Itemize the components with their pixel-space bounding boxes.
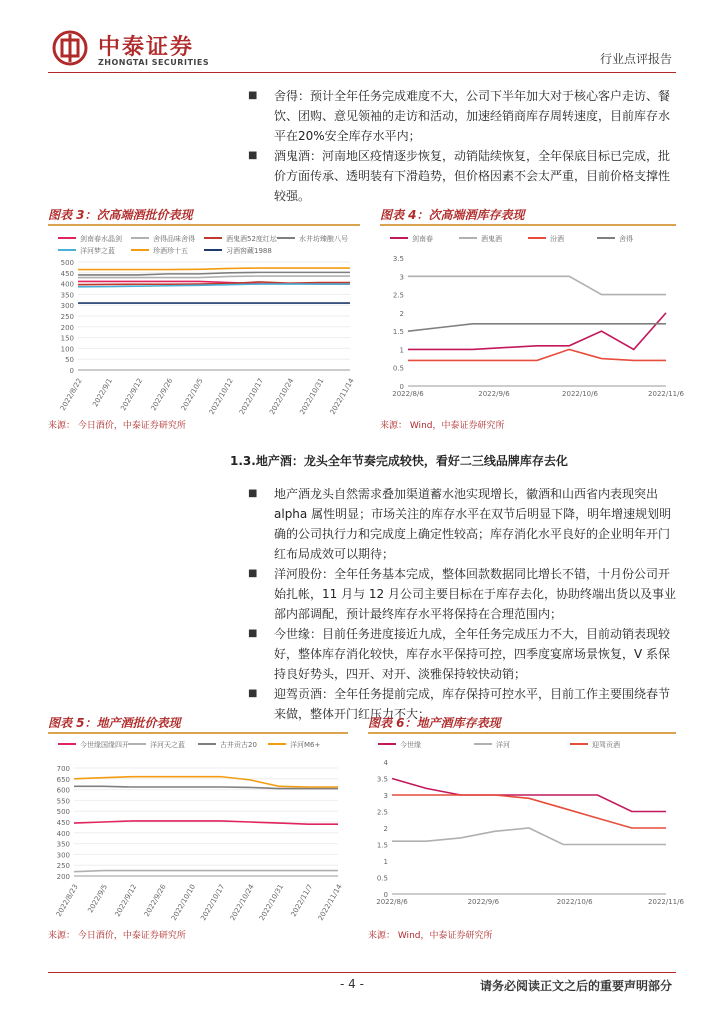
series-line	[408, 276, 666, 294]
x-tick-label: 2022/10/17	[199, 883, 227, 922]
legend-label: 剑南春	[412, 235, 433, 243]
y-tick-label: 2	[399, 309, 404, 318]
y-tick-label: 300	[60, 302, 74, 311]
legend-label: 酒鬼酒	[481, 235, 502, 243]
y-tick-label: 50	[65, 356, 74, 365]
x-tick-label: 2022/9/6	[467, 898, 500, 906]
y-tick-label: 1.5	[392, 328, 404, 337]
y-tick-label: 100	[60, 345, 74, 354]
y-tick-label: 200	[60, 323, 74, 332]
x-tick-label: 2022/11/6	[648, 898, 684, 906]
series-line	[408, 349, 666, 360]
y-tick-label: 550	[56, 797, 70, 806]
y-tick-label: 250	[60, 313, 74, 321]
y-tick-label: 0.5	[376, 874, 388, 883]
y-tick-label: 350	[56, 840, 70, 849]
x-tick-label: 2022/8/22	[58, 377, 84, 413]
y-tick-label: 4	[383, 759, 388, 767]
chart6-svg	[368, 734, 684, 920]
x-tick-label: 2022/10/12	[207, 377, 235, 416]
y-tick-label: 1.5	[376, 841, 388, 850]
chart3-svg	[48, 228, 360, 416]
footer-divider	[48, 972, 676, 973]
legend-label: 珍酒珍十五	[153, 247, 188, 255]
y-tick-label: 1	[383, 858, 388, 866]
legend-label: 酒鬼酒52度红坛	[226, 235, 277, 243]
chart3-title-bar	[48, 204, 360, 226]
chart4-title: 图表 4：次高端酒库存表现	[380, 208, 525, 222]
x-tick-label: 2022/10/31	[298, 377, 326, 416]
bullet-list-mid	[248, 484, 678, 724]
x-tick-label: 2022/11/14	[328, 377, 356, 416]
legend-label: 今世缘国缘四开	[80, 741, 129, 749]
legend-label: 剑南春水晶剑	[80, 235, 122, 243]
y-tick-label: 0	[399, 383, 404, 391]
series-line	[74, 821, 338, 824]
x-tick-label: 2022/9/12	[113, 883, 139, 919]
bullet-item: ■ 酒鬼酒：河南地区疫情逐步恢复，动销陆续恢复，全年保底目标已完成，批价方面传承、透明装有下滑趋势，但价格因素不会太严重，目前价格支撑性较强。	[248, 146, 678, 206]
legend-label: 今世缘	[400, 741, 421, 749]
y-tick-label: 3.5	[376, 775, 388, 784]
series-line	[78, 268, 350, 270]
x-tick-label: 2022/10/24	[228, 883, 256, 922]
x-tick-label: 2022/9/12	[119, 377, 145, 413]
x-tick-label: 2022/9/6	[478, 390, 510, 398]
y-tick-label: 3	[383, 792, 388, 800]
x-tick-label: 2022/8/6	[376, 898, 408, 906]
legend-label: 洋河M6+	[290, 741, 321, 749]
x-tick-label: 2022/9/5	[86, 883, 110, 915]
series-line	[408, 313, 666, 350]
x-tick-label: 2022/9/26	[142, 883, 168, 919]
y-tick-label: 450	[56, 819, 70, 827]
report-type-label: 行业点评报告	[599, 52, 672, 66]
series-line	[78, 276, 350, 278]
series-line	[392, 795, 666, 828]
y-tick-label: 2	[383, 825, 388, 833]
legend-label: 洋河梦之蓝	[80, 247, 115, 255]
chart3-source: 来源： 今日酒价，中泰证券研究所	[48, 421, 186, 431]
x-tick-label: 2022/8/6	[392, 390, 424, 398]
y-tick-label: 3	[399, 273, 404, 282]
x-tick-label: 2022/8/23	[54, 883, 80, 919]
chart4-source: 来源： Wind，中泰证券研究所	[380, 421, 505, 431]
y-tick-label: 0.5	[392, 364, 404, 373]
chart6-title-bar	[368, 712, 676, 734]
legend-label: 舍得品味舍得	[153, 235, 195, 243]
footer-disclaimer: 请务必阅读正文之后的重要声明部分	[479, 979, 672, 993]
legend-label: 洋河天之蓝	[150, 741, 185, 749]
y-tick-label: 500	[56, 808, 70, 817]
x-tick-label: 2022/9/1	[91, 377, 114, 409]
y-tick-label: 450	[60, 269, 74, 278]
x-tick-label: 2022/10/24	[268, 377, 296, 416]
logo-english-name: ZHONGTAI SECURITIES	[98, 58, 210, 67]
chart3-title: 图表 3：次高端酒批价表现	[48, 208, 193, 222]
x-tick-label: 2022/10/17	[237, 377, 266, 416]
legend-label: 汾酒	[550, 235, 564, 243]
y-tick-label: 250	[56, 862, 70, 871]
legend-label: 习酒窖藏1988	[226, 247, 272, 255]
y-tick-label: 2.5	[392, 291, 404, 300]
series-line	[392, 828, 666, 845]
legend-label: 洋河	[496, 741, 510, 749]
y-tick-label: 400	[60, 280, 74, 289]
y-tick-label: 350	[60, 291, 74, 300]
chart5-title: 图表 5：地产酒批价表现	[48, 716, 181, 730]
x-tick-label: 2022/10/6	[556, 898, 593, 906]
chart4-title-bar	[380, 204, 676, 226]
bullet-item: ■ 洋河股份：全年任务基本完成，整体回款数据同比增长不错，十月份公司开始扎帐，11 月与 12 月公司主要目标在于库存去化，协助终端出货以及事业部内部调配，预计最终库存水平将保持在合理范围内；	[248, 564, 678, 624]
chart5-title-bar	[48, 712, 348, 734]
bullet-item: ■ 今世缘：目前任务进度接近九成，全年任务完成压力不大，目前动销表现较好，整体库存消化较快，库存水平保持可控，四季度宴席场景恢复，V 系保持良好势头，四开、对开、淡雅保持较快动销；	[248, 624, 678, 684]
page-number: - 4 -	[340, 977, 364, 991]
chart6-title: 图表 6：地产酒库存表现	[368, 716, 501, 730]
legend-label: 舍得	[619, 235, 633, 243]
chart4-svg	[380, 228, 684, 412]
y-tick-label: 650	[56, 775, 70, 784]
series-line	[408, 324, 666, 331]
chart5-svg	[48, 734, 348, 920]
x-tick-label: 2022/11/14	[316, 883, 344, 922]
header-divider	[48, 72, 676, 73]
y-tick-label: 600	[56, 786, 70, 795]
bullet-item: ■ 舍得：预计全年任务完成难度不大，公司下半年加大对于核心客户走访、餐饮、团购、意见领袖的走访和活动，加速经销商库存周转速度，目前库存水平在20%安全库存水平内；	[248, 86, 678, 146]
y-tick-label: 3.5	[392, 255, 404, 263]
y-tick-label: 1	[399, 346, 404, 355]
y-tick-label: 200	[56, 873, 70, 881]
x-tick-label: 2022/11/6	[648, 390, 684, 398]
x-tick-label: 2022/9/26	[149, 377, 175, 413]
x-tick-label: 2022/10/5	[179, 377, 205, 413]
x-tick-label: 2022/11/7	[289, 883, 315, 919]
company-logo-icon	[52, 30, 88, 66]
legend-label: 古井贡古20	[220, 741, 257, 749]
y-tick-label: 0	[69, 367, 74, 375]
y-tick-label: 150	[60, 334, 74, 343]
y-tick-label: 500	[60, 259, 74, 267]
y-tick-label: 300	[56, 851, 70, 860]
x-tick-label: 2022/10/31	[257, 883, 286, 922]
x-tick-label: 2022/10/10	[169, 883, 198, 922]
y-tick-label: 2.5	[376, 808, 388, 817]
bullet-list-top	[248, 86, 678, 206]
y-tick-label: 0	[383, 891, 388, 899]
bullet-item: ■ 迎驾贡酒：全年任务提前完成，库存保持可控水平，目前工作主要围绕春节来做，整体开门红压力不大；	[248, 684, 678, 724]
logo-chinese-name: 中泰证券	[98, 35, 195, 60]
legend-label: 水井坊臻酿八号	[299, 235, 348, 243]
y-tick-label: 400	[56, 829, 70, 838]
legend-label: 迎驾贡酒	[592, 741, 620, 749]
section-title: 1.3.地产酒：龙头全年节奏完成较快，看好二三线品牌库存去化	[230, 454, 568, 468]
series-line	[74, 777, 338, 787]
y-tick-label: 700	[56, 765, 70, 773]
chart5-source: 来源： 今日酒价，中泰证券研究所	[48, 931, 186, 941]
x-tick-label: 2022/10/6	[562, 390, 598, 398]
bullet-item: ■ 地产酒龙头自然需求叠加渠道蓄水池实现增长，徽酒和山西省内表现突出 alpha 属性明显；市场关注的库存水平在双节后明显下降，明年增速规划明确的公司执行力和完成度上确定性较高；库存消化水平良好的企业明年开门红布局成效可以期待；	[248, 484, 678, 564]
chart6-source: 来源： Wind，中泰证券研究所	[368, 931, 493, 941]
series-line	[74, 871, 338, 872]
